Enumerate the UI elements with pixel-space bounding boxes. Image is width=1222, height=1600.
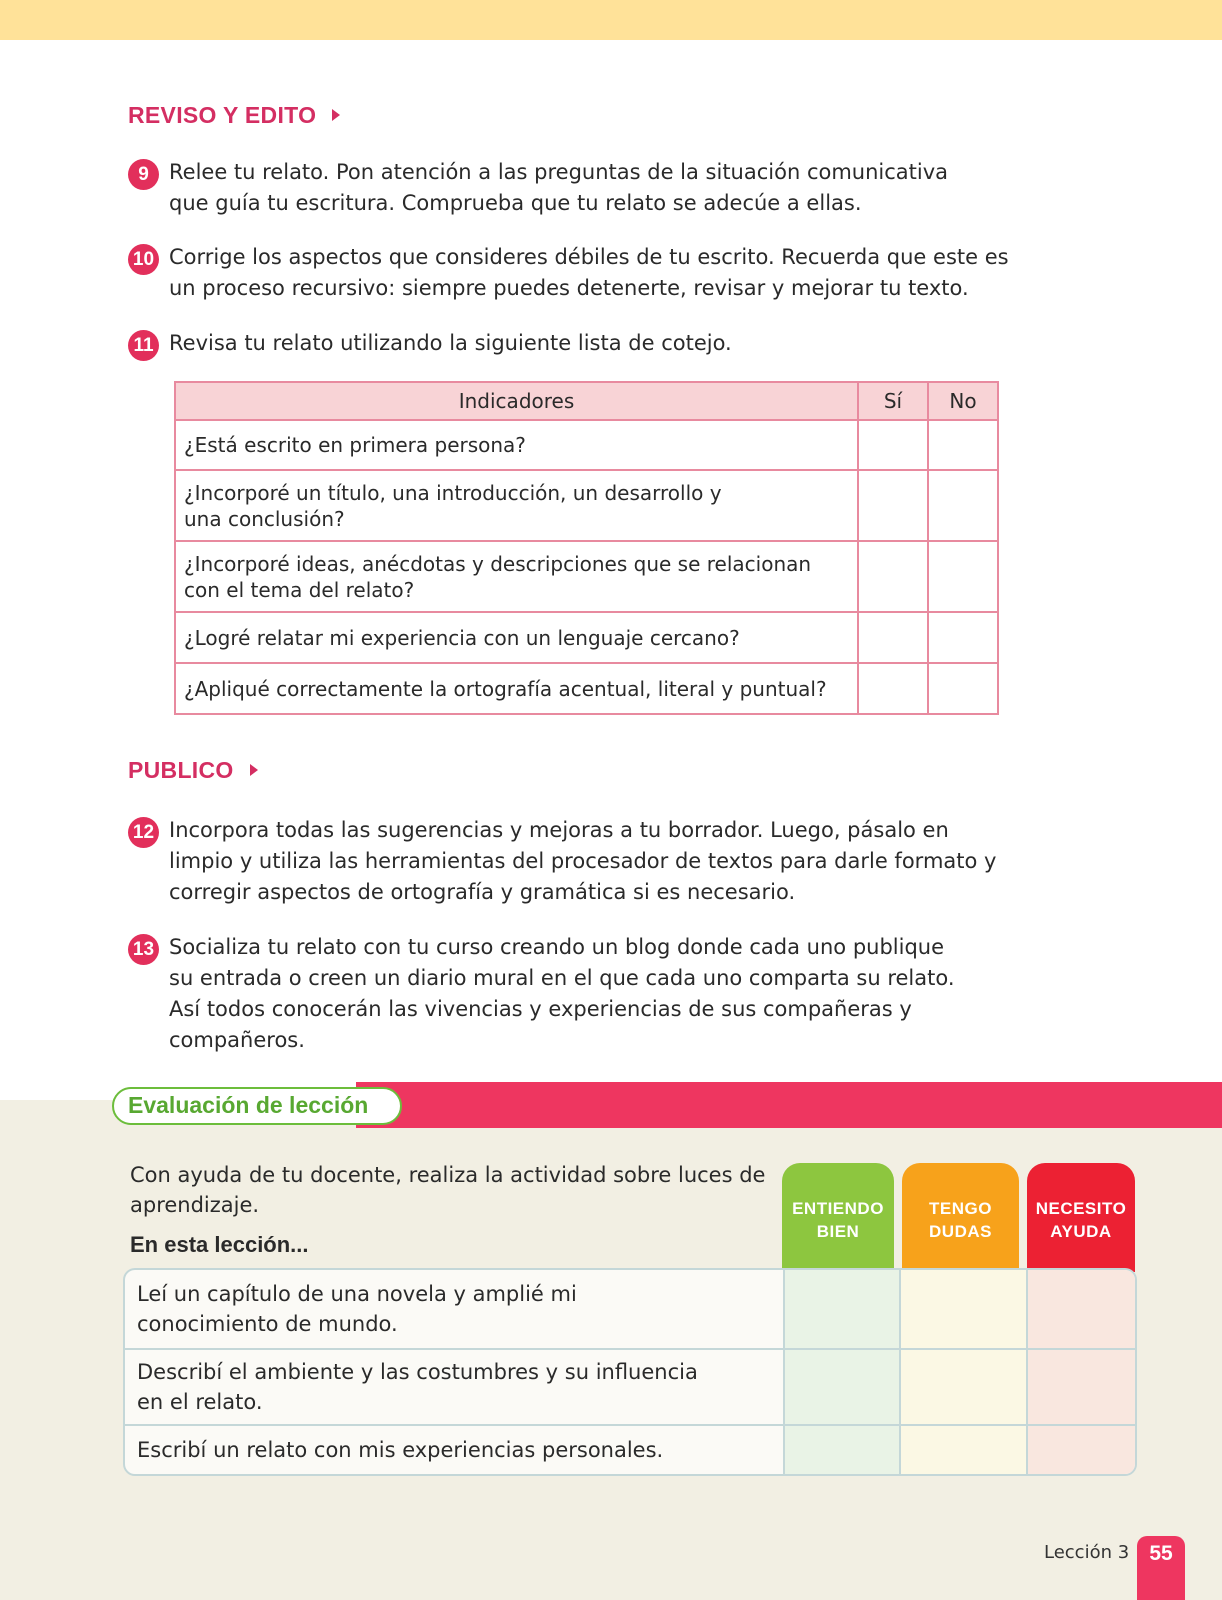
- cell-tengo-dudas[interactable]: [899, 1270, 1026, 1348]
- checklist-row: [175, 663, 998, 714]
- evaluation-row: [125, 1424, 1135, 1474]
- cell-entiendo-bien[interactable]: [783, 1270, 899, 1348]
- checklist-table: [174, 381, 999, 715]
- cell-necesito-ayuda[interactable]: [1026, 1270, 1135, 1348]
- page-number: 55: [1137, 1536, 1185, 1600]
- evaluation-row: [125, 1270, 1135, 1348]
- section-title-publico: [128, 757, 258, 784]
- footer-lesson-label: Lección 3: [1044, 1542, 1130, 1563]
- evaluation-table: [123, 1268, 1137, 1476]
- step-text: Relee tu relato. Pon atención a las preguntas de la situación comunicativa que guía tu escritura. Comprueba que tu relato se adecúe a ellas.: [169, 160, 949, 215]
- evaluation-row-text: Escribí un relato con mis experiencias personales.: [137, 1438, 664, 1462]
- cell-necesito-ayuda[interactable]: [1026, 1426, 1135, 1474]
- evaluation-row-text: Describí el ambiente y las costumbres y su influencia en el relato.: [137, 1360, 698, 1414]
- light-label-line: BIEN: [816, 1222, 860, 1241]
- checkbox-no[interactable]: [928, 541, 998, 612]
- checklist-row: [175, 541, 998, 612]
- step-text: Incorpora todas las sugerencias y mejoras a tu borrador. Luego, pásalo en limpio y utiliza las herramientas del procesador de textos para darle formato y corregir aspectos de ortografía y gramática si es necesario.: [169, 818, 997, 904]
- step-text: Revisa tu relato utilizando la siguiente lista de cotejo.: [169, 331, 732, 355]
- step-number-badge: 9: [128, 159, 159, 190]
- light-tengo-dudas: [902, 1163, 1019, 1272]
- triangle-right-icon: [332, 109, 340, 121]
- header-si: Sí: [858, 382, 928, 420]
- indicator-text: ¿Incorporé un título, una introducción, un desarrollo y una conclusión?: [175, 470, 858, 541]
- step-number-badge: 11: [128, 330, 159, 361]
- indicator-text: ¿Apliqué correctamente la ortografía acentual, literal y puntual?: [175, 663, 858, 714]
- step-13: [128, 932, 1028, 1056]
- evaluation-header-bar: [356, 1082, 1222, 1128]
- checkbox-si[interactable]: [858, 663, 928, 714]
- cell-necesito-ayuda[interactable]: [1026, 1350, 1135, 1424]
- checklist-row: [175, 420, 998, 470]
- evaluation-subtitle: En esta lección...: [130, 1232, 309, 1257]
- section-title-text: PUBLICO: [128, 757, 234, 783]
- step-text: Socializa tu relato con tu curso creando un blog donde cada uno publique su entrada o creen un diario mural en el que cada uno comparta su relato. Así todos conocerán las vivencias y experiencias de sus compañeras y compañeros.: [169, 935, 955, 1052]
- cell-entiendo-bien[interactable]: [783, 1350, 899, 1424]
- checkbox-no[interactable]: [928, 612, 998, 663]
- checkbox-no[interactable]: [928, 420, 998, 470]
- step-text: Corrige los aspectos que consideres débiles de tu escrito. Recuerda que este es un proceso recursivo: siempre puedes detenerte, revisar y mejorar tu texto.: [169, 245, 1009, 300]
- step-number-badge: 13: [128, 934, 159, 965]
- light-label-line: AYUDA: [1050, 1222, 1112, 1241]
- checkbox-no[interactable]: [928, 663, 998, 714]
- checklist-row: [175, 470, 998, 541]
- section-title-reviso: [128, 102, 340, 129]
- step-10: [128, 242, 1028, 304]
- light-label-line: NECESITO: [1035, 1199, 1127, 1218]
- step-11: [128, 328, 1028, 359]
- indicator-text: ¿Incorporé ideas, anécdotas y descripciones que se relacionan con el tema del relato?: [175, 541, 858, 612]
- evaluation-title: Evaluación de lección: [112, 1087, 402, 1125]
- evaluation-row-text: Leí un capítulo de una novela y amplié mi conocimiento de mundo.: [137, 1282, 577, 1336]
- checkbox-si[interactable]: [858, 470, 928, 541]
- light-label-line: ENTIENDO: [792, 1199, 884, 1218]
- indicator-text: ¿Logré relatar mi experiencia con un lenguaje cercano?: [175, 612, 858, 663]
- checklist-row: [175, 612, 998, 663]
- triangle-right-icon: [250, 764, 258, 776]
- checklist-header-row: [175, 382, 998, 420]
- step-number-badge: 12: [128, 817, 159, 848]
- evaluation-intro: Con ayuda de tu docente, realiza la actividad sobre luces de aprendizaje.: [130, 1163, 766, 1217]
- light-label-line: TENGO: [929, 1199, 992, 1218]
- light-necesito-ayuda: [1027, 1163, 1135, 1272]
- checkbox-no[interactable]: [928, 470, 998, 541]
- header-no: No: [928, 382, 998, 420]
- step-9: [128, 157, 1028, 219]
- step-12: [128, 815, 1028, 908]
- checkbox-si[interactable]: [858, 420, 928, 470]
- evaluation-row: [125, 1348, 1135, 1424]
- cell-tengo-dudas[interactable]: [899, 1350, 1026, 1424]
- top-color-band: [0, 0, 1222, 40]
- header-indicadores: Indicadores: [175, 382, 858, 420]
- indicator-text: ¿Está escrito en primera persona?: [175, 420, 858, 470]
- light-label-line: DUDAS: [929, 1222, 992, 1241]
- section-title-text: REVISO Y EDITO: [128, 102, 317, 128]
- checkbox-si[interactable]: [858, 612, 928, 663]
- cell-entiendo-bien[interactable]: [783, 1426, 899, 1474]
- checkbox-si[interactable]: [858, 541, 928, 612]
- light-entiendo-bien: [782, 1163, 894, 1272]
- cell-tengo-dudas[interactable]: [899, 1426, 1026, 1474]
- step-number-badge: 10: [128, 244, 159, 275]
